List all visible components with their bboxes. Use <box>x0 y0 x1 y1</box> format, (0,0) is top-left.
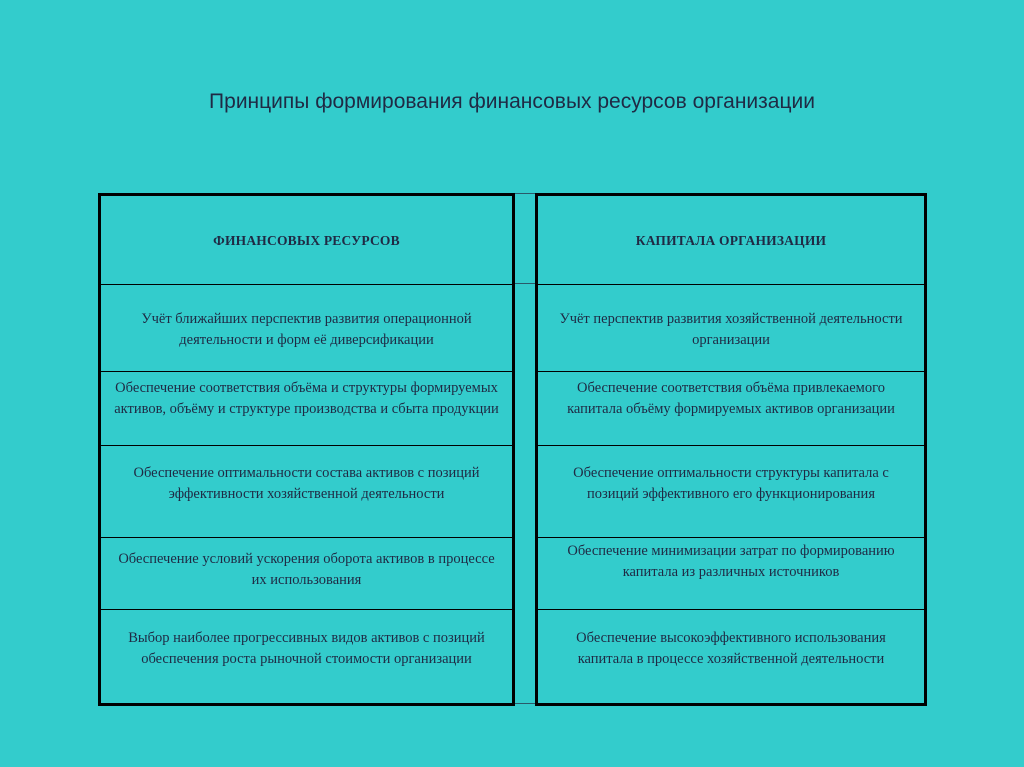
column-header <box>101 196 512 285</box>
principle-text: Обеспечение соответствия объёма и структуры формируемых активов, объёму и структуре производства и сбыта продукции <box>114 380 499 417</box>
principle-row <box>101 372 512 446</box>
principle-text: Учёт перспектив развития хозяйственной деятельности организации <box>559 311 903 348</box>
principle-row <box>538 446 924 538</box>
principle-row <box>101 446 512 538</box>
principle-text: Обеспечение оптимальности структуры капитала с позиций эффективного его функционирования <box>573 465 889 502</box>
principle-text: Обеспечение оптимальности состава активов с позиций эффективности хозяйственной деятельности <box>133 465 480 502</box>
column-header-label: ФИНАНСОВЫХ РЕСУРСОВ <box>213 232 400 248</box>
principle-text: Учёт ближайших перспектив развития операционной деятельности и форм её диверсификации <box>141 311 472 348</box>
principle-row <box>101 538 512 610</box>
connector-line <box>515 193 535 194</box>
principle-text: Выбор наиболее прогрессивных видов активов с позиций обеспечения роста рыночной стоимости организации <box>128 630 485 667</box>
principle-text: Обеспечение высокоэффективного использования капитала в процессе хозяйственной деятельности <box>576 630 886 667</box>
principle-row <box>538 285 924 372</box>
principle-row <box>538 372 924 446</box>
principle-row <box>538 610 924 703</box>
column-header-label: КАПИТАЛА ОРГАНИЗАЦИИ <box>635 232 827 248</box>
connector-line <box>515 283 535 284</box>
principle-text: Обеспечение соответствия объёма привлекаемого капитала объёму формируемых активов организации <box>567 380 895 417</box>
principle-text: Обеспечение минимизации затрат по формированию капитала из различных источников <box>567 543 895 580</box>
principle-row <box>101 285 512 372</box>
principle-row <box>538 538 924 610</box>
principle-text: Обеспечение условий ускорения оборота активов в процессе их использования <box>118 551 495 588</box>
column-header <box>538 196 924 285</box>
capital-column <box>535 193 927 706</box>
financial-resources-column <box>98 193 515 706</box>
page-title: Принципы формирования финансовых ресурсов организации <box>209 90 815 113</box>
connector-line <box>515 703 535 704</box>
principle-row <box>101 610 512 703</box>
